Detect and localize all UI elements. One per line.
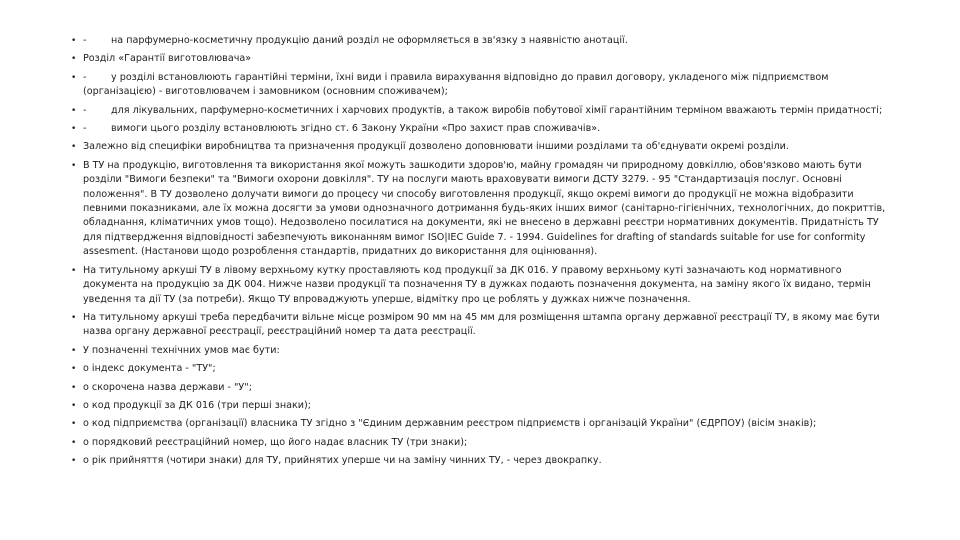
bullet-text: для лікувальних, парфумерно-косметичних і харчових продуктів, а також виробів побутової хімії гарантійним терміном вважають термін придатності; <box>111 104 883 116</box>
dash-marker: - <box>83 35 87 46</box>
bullet-icon: • <box>71 54 77 65</box>
bullet-icon: • <box>71 160 77 171</box>
bullet-icon: • <box>71 124 77 135</box>
bullet-item <box>70 34 892 48</box>
bullet-text: о рік прийняття (чотири знаки) для ТУ, прийнятих уперше чи на заміну чинних ТУ, - через двокрапку. <box>83 455 602 467</box>
bullet-item <box>70 311 892 340</box>
bullet-item <box>70 159 892 260</box>
dash-marker: - <box>83 71 87 83</box>
bullet-item <box>70 71 892 100</box>
bullet-icon: • <box>71 265 77 276</box>
bullet-icon: • <box>71 312 77 323</box>
bullet-text: о індекс документа - "ТУ"; <box>83 363 216 375</box>
dash-marker: - <box>83 123 87 135</box>
bullet-text: У позначенні технічних умов має бути: <box>83 344 280 356</box>
bullet-item <box>70 104 892 118</box>
bullet-icon: • <box>71 142 77 153</box>
bullet-text: В ТУ на продукцію, виготовлення та використання якої можуть зашкодити здоров'ю, майну громадян чи природному довкіллю, обов'язково мають бути розділи "Вимоги безпеки" та "Вимоги охорони довкілля". ТУ на послуги мають враховувати вимоги ДСТУ 3279. - 95 "Стандартизація послуг. Основні положення". В ТУ дозволено долучати вимоги до процесу чи способу виготовлення продукції, якщо окремі вимоги до продукції не можна відобразити певними показниками, але їх можна досягти за умови однозначного дотримання будь-яких інших вимог (санітарно-гігієнічних, технологічних, до покриттів, обладнання, кліматичних умов тощо). Недозволено посилатися на документи, які не внесено в державні реєстри нормативних документів. Придатність ТУ для підтвердження відповідності забезпечують виконанням вимог ISO|IEC Guide 7. - 1994. Guidelines for drafting of standards suitable for use for conformity assesment. (Настанови щодо розроблення стандартів, придатних до використання для оцінювання). <box>83 159 886 258</box>
bullet-text: о код підприємства (організації) власника ТУ згідно з "Єдиним державним реєстром підприємств і організацій України" (ЄДРПОУ) (вісім знаків); <box>83 418 817 430</box>
bullet-text: На титульному аркуші ТУ в лівому верхньому кутку проставляють код продукції за ДК 016. У правому верхньому куті зазначають код нормативного документа на продукцію за ДК 004. Нижче назви продукції та позначення ТУ в дужках подають позначення документа, на заміну якого їх видано, термін уведення та дії ТУ (за потреби). Якщо ТУ впроваджують уперше, відмітку про це роблять у дужках нижче позначення. <box>83 264 871 305</box>
bullet-item <box>70 264 892 307</box>
bullet-item <box>70 436 892 450</box>
bullet-icon: • <box>71 36 77 46</box>
dash-marker: - <box>83 104 87 116</box>
bullet-text: на парфумерно-косметичну продукцію даний розділ не оформляється в зв'язку з наявністю анотації. <box>111 35 628 46</box>
bullet-text: вимоги цього розділу встановлюють згідно ст. 6 Закону України «Про захист прав споживачів». <box>111 123 601 135</box>
bullet-text: Залежно від специфіки виробництва та призначення продукції дозволено доповнювати іншими розділами та об'єднувати окремі розділи. <box>83 141 789 153</box>
bullet-icon: • <box>71 345 77 356</box>
bullet-text: о скорочена назва держави - "У"; <box>83 381 252 393</box>
bullet-list <box>70 34 892 473</box>
bullet-item <box>70 362 892 376</box>
bullet-item <box>70 52 892 66</box>
bullet-icon: • <box>71 105 77 116</box>
bullet-text: о порядковий реєстраційний номер, що його надає власник ТУ (три знаки); <box>83 436 468 448</box>
bullet-icon: • <box>71 382 77 393</box>
bullet-icon: • <box>71 437 77 448</box>
bullet-item <box>70 381 892 395</box>
bullet-icon: • <box>71 456 77 467</box>
bullet-icon: • <box>71 364 77 375</box>
bullet-icon: • <box>71 419 77 430</box>
bullet-text: о код продукції за ДК 016 (три перші знаки); <box>83 399 311 411</box>
bullet-item <box>70 140 892 154</box>
bullet-text: На титульному аркуші треба передбачити вільне місце розміром 90 мм на 45 мм для розміщення штампа органу державної реєстрації ТУ, в якому має бути назва органу державної реєстрації, реєстраційний номер та дата реєстрації. <box>83 311 880 338</box>
bullet-text: Розділ «Гарантії виготовлювача» <box>83 53 252 65</box>
bullet-item <box>70 417 892 431</box>
bullet-item <box>70 122 892 136</box>
bullet-text: у розділі встановлюють гарантійні терміни, їхні види і правила вирахування відповідно до правил договору, укладеного між підприємством (організацією) - виготовлювачем і замовником (основним споживачем); <box>83 71 829 98</box>
bullet-item <box>70 454 892 468</box>
bullet-item <box>70 399 892 413</box>
bullet-icon: • <box>71 400 77 411</box>
bullet-icon: • <box>71 72 77 83</box>
bullet-item <box>70 344 892 358</box>
